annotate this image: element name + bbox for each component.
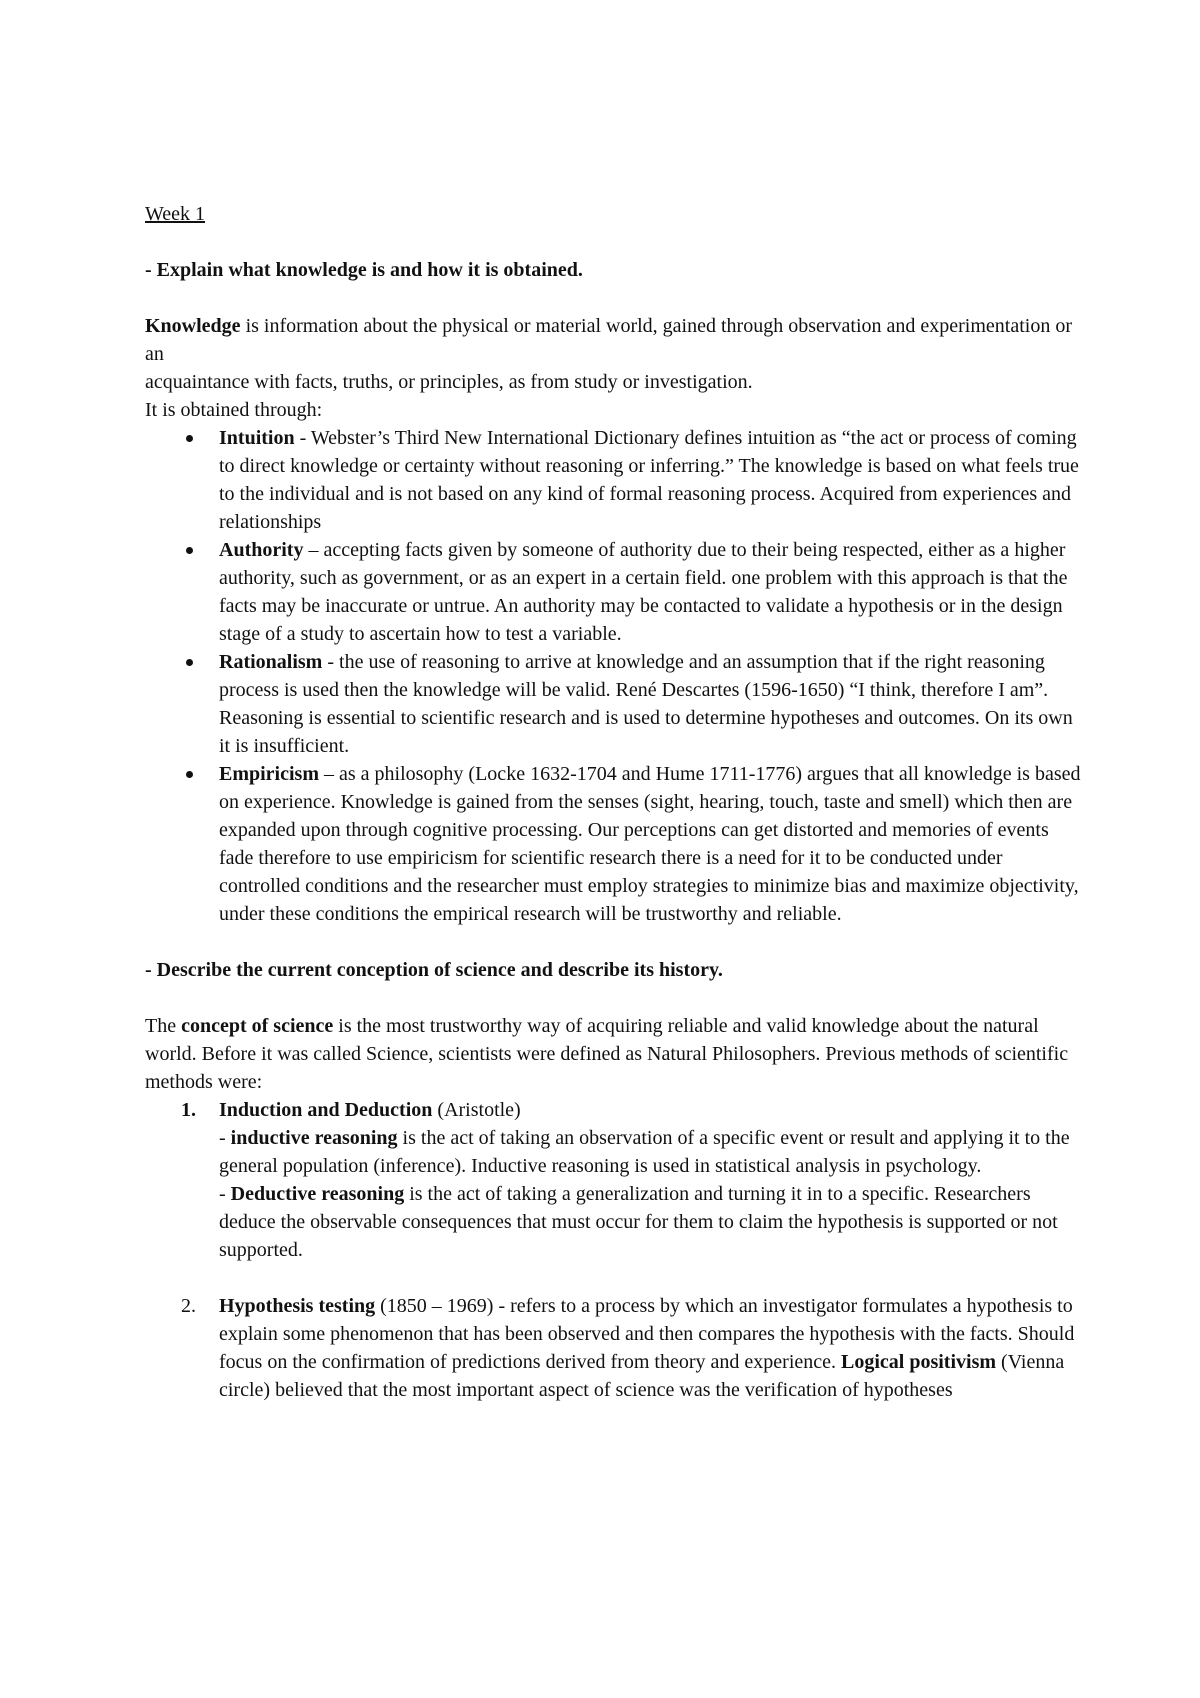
- bullet-icon: [186, 659, 193, 666]
- list-number: 2.: [181, 1295, 196, 1317]
- bullet-icon: [186, 547, 193, 554]
- history-list: [145, 1096, 1085, 1404]
- list-item-authority: Authority – accepting facts given by someone of authority due to their being respected, either as a higher authority, such as government, or as an expert in a certain field. one problem with this approach is that the facts may be inaccurate or untrue. An authority may be contacted to validate a hypothesis or in the design stage of a study to ascertain how to test a variable.: [145, 536, 1085, 648]
- bullet-icon: [186, 435, 193, 442]
- list-item-hypothesis-testing: 2. Hypothesis testing (1850 – 1969) - refers to a process by which an investigator formulates a hypothesis to explain some phenomenon that has been observed and then compares the hypothesis with the facts. Should focus on the confirmation of predictions derived from theory and experience. Logical positivism (Vienna circle) believed that the most important aspect of science was the verification of hypotheses: [145, 1292, 1085, 1404]
- science-intro: The concept of science is the most trustworthy way of acquiring reliable and valid knowledge about the natural world. Before it was called Science, scientists were defined as Natural Philosophers. Previous methods of scientific methods were:: [145, 1015, 1069, 1093]
- methods-list: [145, 424, 1085, 928]
- bullet-icon: [186, 771, 193, 778]
- question-2: - Describe the current conception of science and describe its history.: [145, 959, 723, 981]
- list-number: 1.: [181, 1099, 196, 1121]
- knowledge-definition-cont: acquaintance with facts, truths, or principles, as from study or investigation.: [145, 371, 753, 393]
- list-item-rationalism: Rationalism - the use of reasoning to arrive at knowledge and an assumption that if the right reasoning process is used then the knowledge will be valid. René Descartes (1596-1650) “I think, therefore I am”. Reasoning is essential to scientific research and is used to determine hypotheses and outcomes. On its own it is insufficient.: [145, 648, 1085, 760]
- list-item-intuition: Intuition - Webster’s Third New International Dictionary defines intuition as “the act or process of coming to direct knowledge or certainty without reasoning or inferring.” The knowledge is based on what feels true to the individual and is not based on any kind of formal reasoning process. Acquired from experiences and relationships: [145, 424, 1085, 536]
- week-title: Week 1: [145, 203, 206, 225]
- list-item-induction-deduction: 1. Induction and Deduction (Aristotle) - inductive reasoning is the act of taking an observation of a specific event or result and applying it to the general population (inference). Inductive reasoning is used in statistical analysis in psychology. - Deductive reasoning is the act of taking a generalization and turning it in to a specific. Researchers deduce the observable consequences that must occur for them to claim the hypothesis is supported or not supported.: [145, 1096, 1085, 1264]
- document-page: [145, 200, 1085, 1404]
- question-1: - Explain what knowledge is and how it is obtained.: [145, 259, 583, 281]
- knowledge-definition: Knowledge is information about the physical or material world, gained through observation and experimentation or an: [145, 315, 1073, 365]
- list-item-empiricism: Empiricism – as a philosophy (Locke 1632-1704 and Hume 1711-1776) argues that all knowledge is based on experience. Knowledge is gained from the senses (sight, hearing, touch, taste and smell) which then are expanded upon through cognitive processing. Our perceptions can get distorted and memories of events fade therefore to use empiricism for scientific research there is a need for it to be conducted under controlled conditions and the researcher must employ strategies to minimize bias and maximize objectivity, under these conditions the empirical research will be trustworthy and reliable.: [145, 760, 1085, 928]
- obtained-through: It is obtained through:: [145, 399, 323, 421]
